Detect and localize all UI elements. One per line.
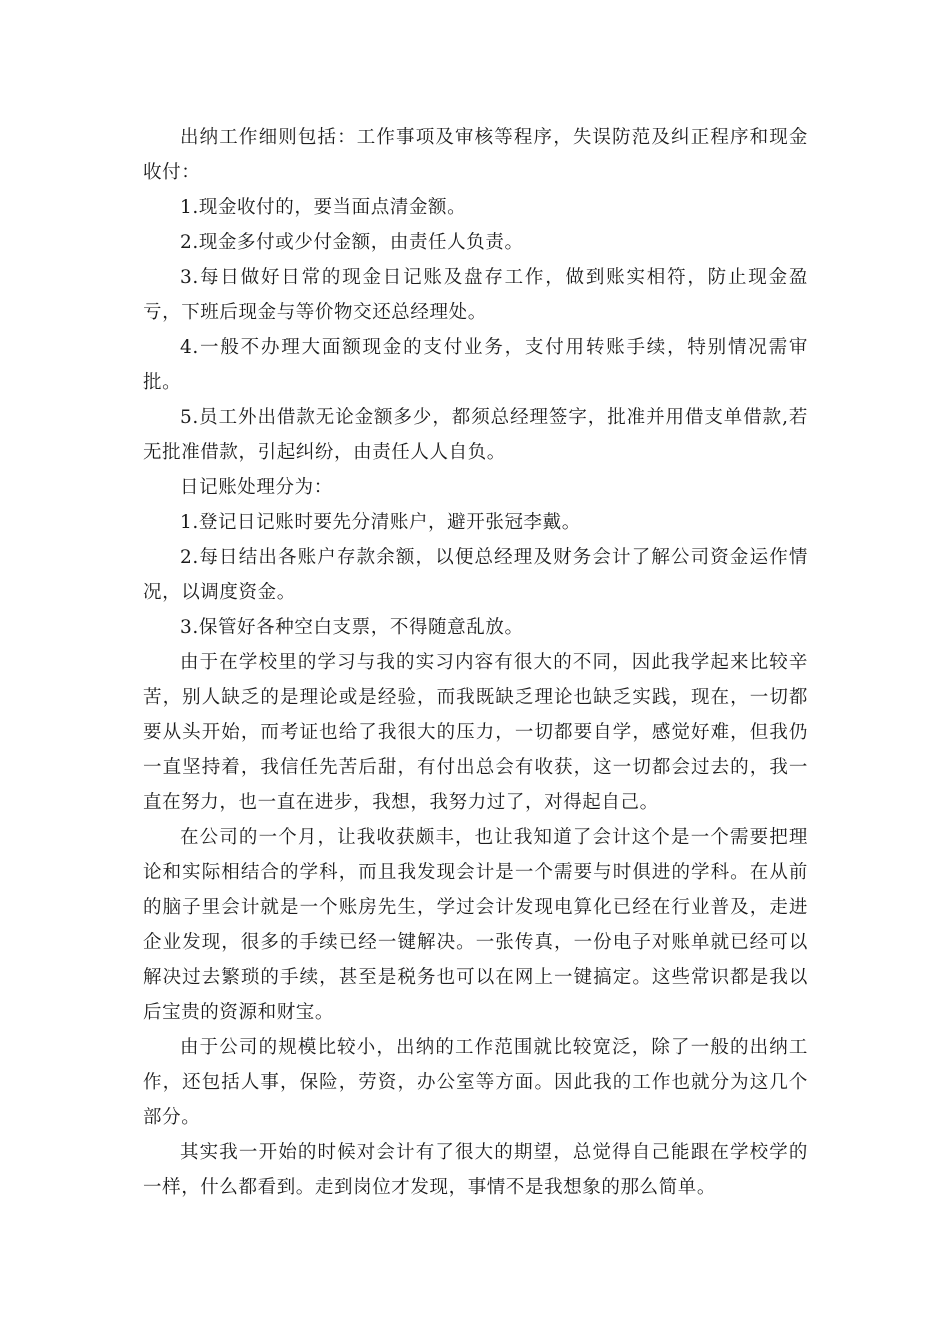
paragraph: 1.现金收付的，要当面点清金额。 <box>180 197 467 218</box>
paragraph: 4.一般不办理大面额现金的支付业务，支付用转账手续，特别情况需审批。 <box>143 337 808 393</box>
paragraph: 在公司的一个月，让我收获颇丰，也让我知道了会计这个是一个需要把理论和实际相结合的学科，而且我发现会计是一个需要与时俱进的学科。在从前的脑子里会计就是一个账房先生，学过会计发现电算化已经在行业普及，走进企业发现，很多的手续已经一键解决。一张传真，一份电子对账单就已经可以解决过去繁琐的手续，甚至是税务也可以在网上一键搞定。这些常识都是我以后宝贵的资源和财宝。 <box>143 827 808 1023</box>
paragraph: 2.现金多付或少付金额，由责任人负责。 <box>180 232 524 253</box>
paragraph: 日记账处理分为： <box>180 477 333 498</box>
document-body <box>143 120 808 1205</box>
paragraph: 由于公司的规模比较小，出纳的工作范围就比较宽泛，除了一般的出纳工作，还包括人事，保险，劳资，办公室等方面。因此我的工作也就分为这几个部分。 <box>143 1037 808 1128</box>
paragraph: 1.登记日记账时要先分清账户，避开张冠李戴。 <box>180 512 581 533</box>
paragraph: 3.保管好各种空白支票，不得随意乱放。 <box>180 617 524 638</box>
paragraph: 出纳工作细则包括：工作事项及审核等程序，失误防范及纠正程序和现金收付： <box>143 127 808 183</box>
paragraph: 由于在学校里的学习与我的实习内容有很大的不同，因此我学起来比较辛苦，别人缺乏的是理论或是经验，而我既缺乏理论也缺乏实践，现在，一切都要从头开始，而考证也给了我很大的压力，一切都要自学，感觉好难，但我仍一直坚持着，我信任先苦后甜，有付出总会有收获，这一切都会过去的，我一直在努力，也一直在进步，我想，我努力过了，对得起自己。 <box>143 652 808 813</box>
paragraph: 其实我一开始的时候对会计有了很大的期望，总觉得自己能跟在学校学的一样，什么都看到。走到岗位才发现，事情不是我想象的那么简单。 <box>143 1142 808 1198</box>
paragraph: 2.每日结出各账户存款余额，以便总经理及财务会计了解公司资金运作情况，以调度资金。 <box>143 547 808 603</box>
paragraph: 3.每日做好日常的现金日记账及盘存工作，做到账实相符，防止现金盈亏，下班后现金与等价物交还总经理处。 <box>143 267 808 323</box>
paragraph: 5.员工外出借款无论金额多少，都须总经理签字，批准并用借支单借款,若无批准借款，引起纠纷，由责任人人自负。 <box>143 407 808 463</box>
